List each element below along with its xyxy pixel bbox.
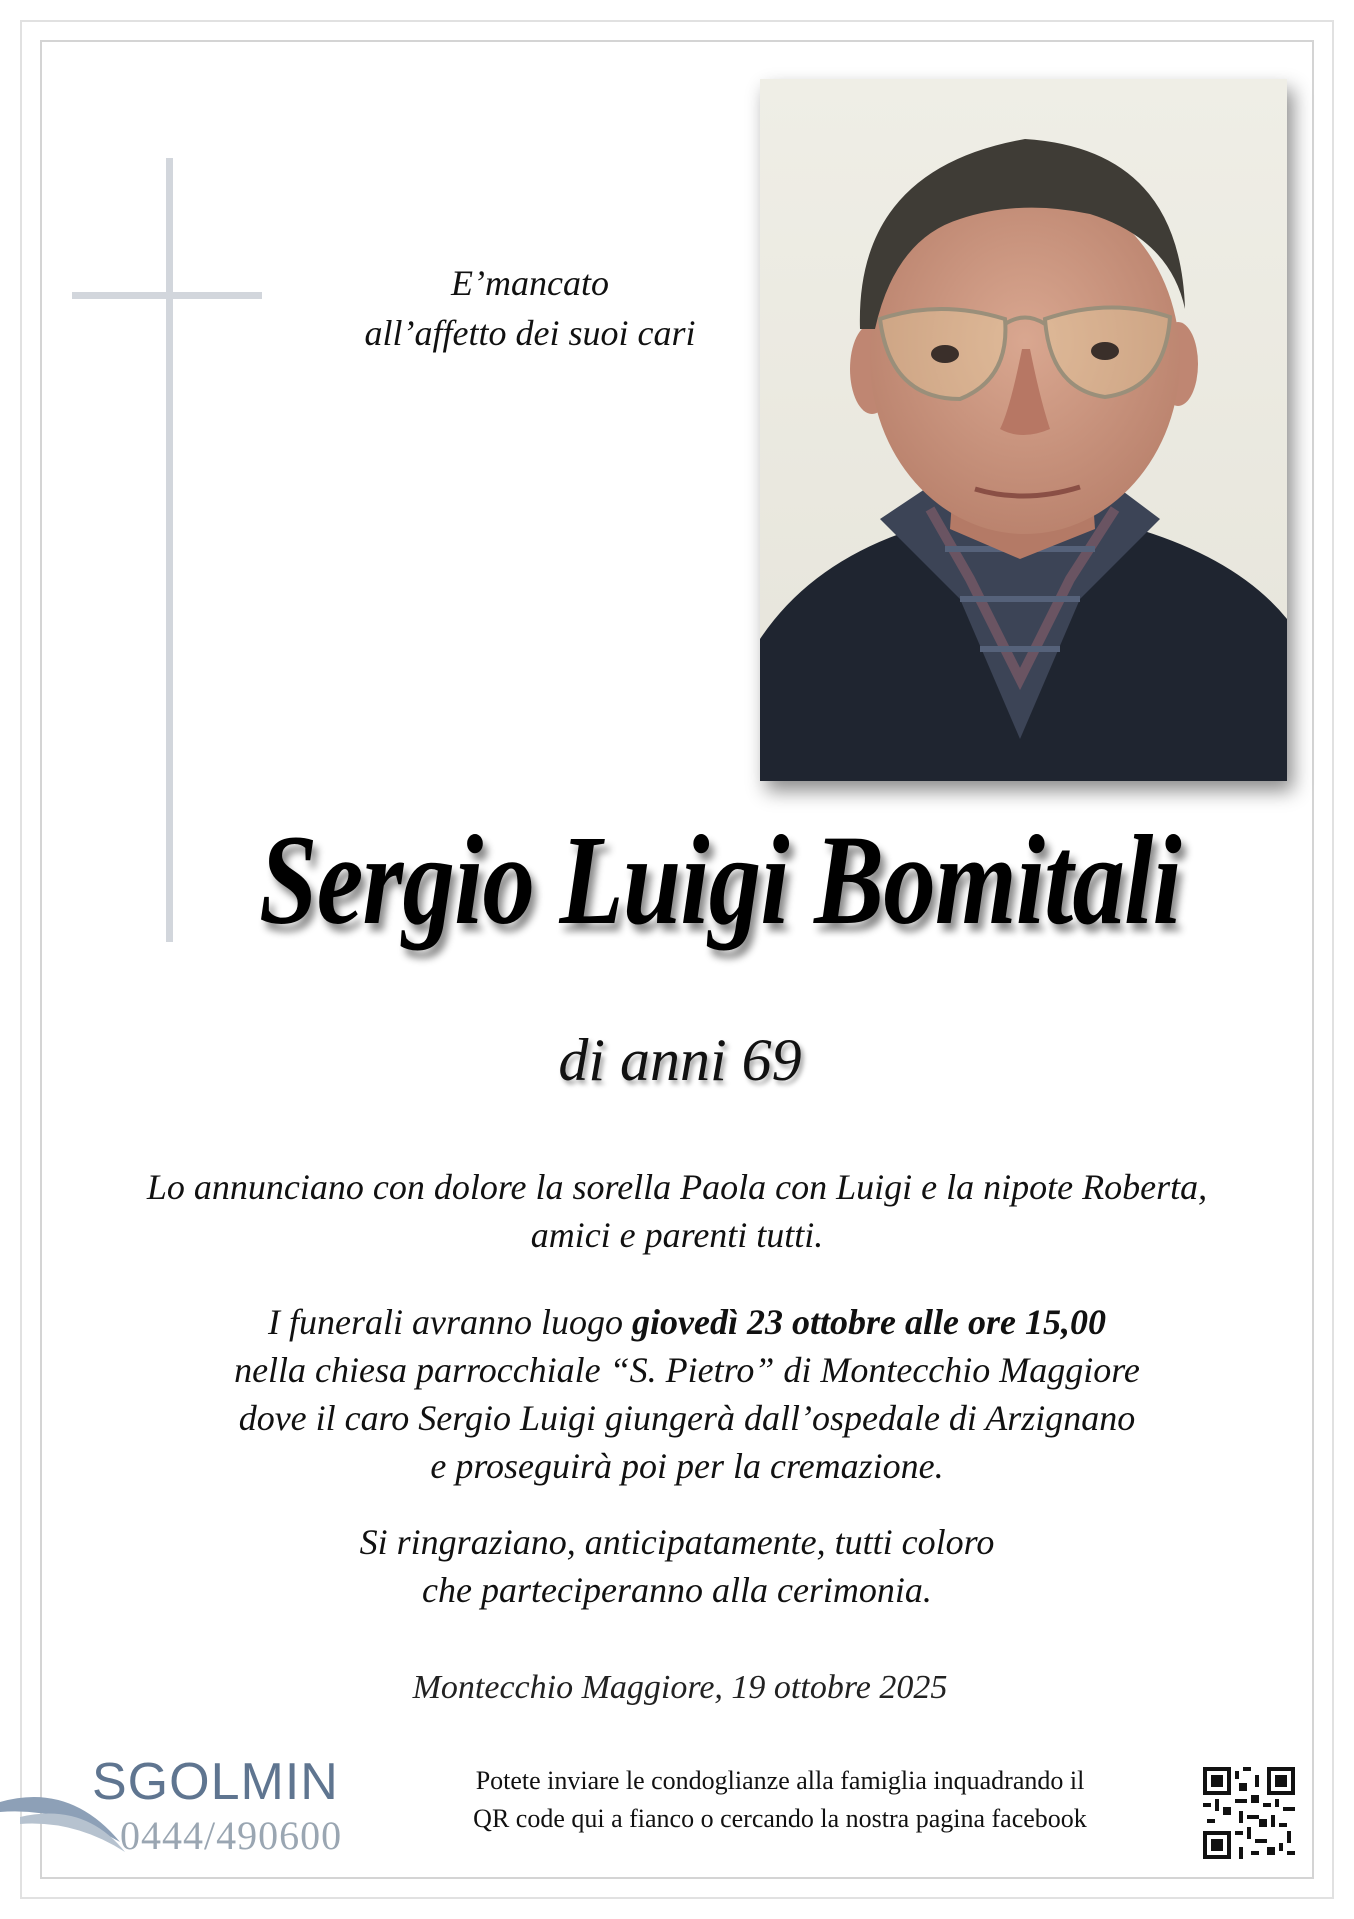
announcement-line-1: Lo annunciano con dolore la sorella Paola con Luigi e la nipote Roberta, xyxy=(146,1167,1208,1207)
funeral-datetime: giovedì 23 ottobre alle ore 15,00 xyxy=(632,1302,1106,1342)
cross-horizontal-bar xyxy=(72,292,262,299)
intro-line-1: E’mancato xyxy=(451,263,609,303)
portrait-photo xyxy=(760,79,1287,781)
thanks-line-1: Si ringraziano, anticipatamente, tutti coloro xyxy=(359,1522,995,1562)
intro-text xyxy=(310,258,750,358)
intro-line-2: all’affetto dei suoi cari xyxy=(364,313,696,353)
announcement-paragraph xyxy=(60,1163,1294,1259)
condolence-line-1: Potete inviare le condoglianze alla famiglia inquadrando il xyxy=(475,1766,1085,1795)
agency-logo xyxy=(0,1752,360,1872)
funeral-prefix: I funerali avranno luogo xyxy=(268,1302,633,1342)
place-date: Montecchio Maggiore, 19 ottobre 2025 xyxy=(412,1669,948,1706)
agency-name: SGOLMIN xyxy=(92,1753,339,1811)
portrait-illustration xyxy=(760,79,1287,781)
thanks-paragraph xyxy=(200,1518,1154,1614)
funeral-line-1 xyxy=(120,1298,1254,1346)
deceased-age: di anni 69 xyxy=(558,1027,802,1093)
deceased-name: Sergio Luigi Bomitali xyxy=(259,809,1181,951)
thanks-line-2: che parteciperanno alla cerimonia. xyxy=(422,1570,932,1610)
qr-code-icon[interactable] xyxy=(1203,1767,1295,1859)
condolence-line-2: QR code qui a fianco o cercando la nostra pagina facebook xyxy=(473,1804,1087,1833)
funeral-paragraph xyxy=(120,1298,1254,1490)
condolence-note xyxy=(420,1762,1140,1838)
cross-vertical-bar xyxy=(166,158,173,942)
funeral-line-3: dove il caro Sergio Luigi giungerà dall’ospedale di Arzignano xyxy=(238,1398,1136,1438)
funeral-line-2: nella chiesa parrocchiale “S. Pietro” di Montecchio Maggiore xyxy=(234,1350,1140,1390)
funeral-line-4: e proseguirà poi per la cremazione. xyxy=(430,1446,944,1486)
announcement-line-2: amici e parenti tutti. xyxy=(530,1215,824,1255)
agency-phone: 0444/490600 xyxy=(120,1813,343,1858)
